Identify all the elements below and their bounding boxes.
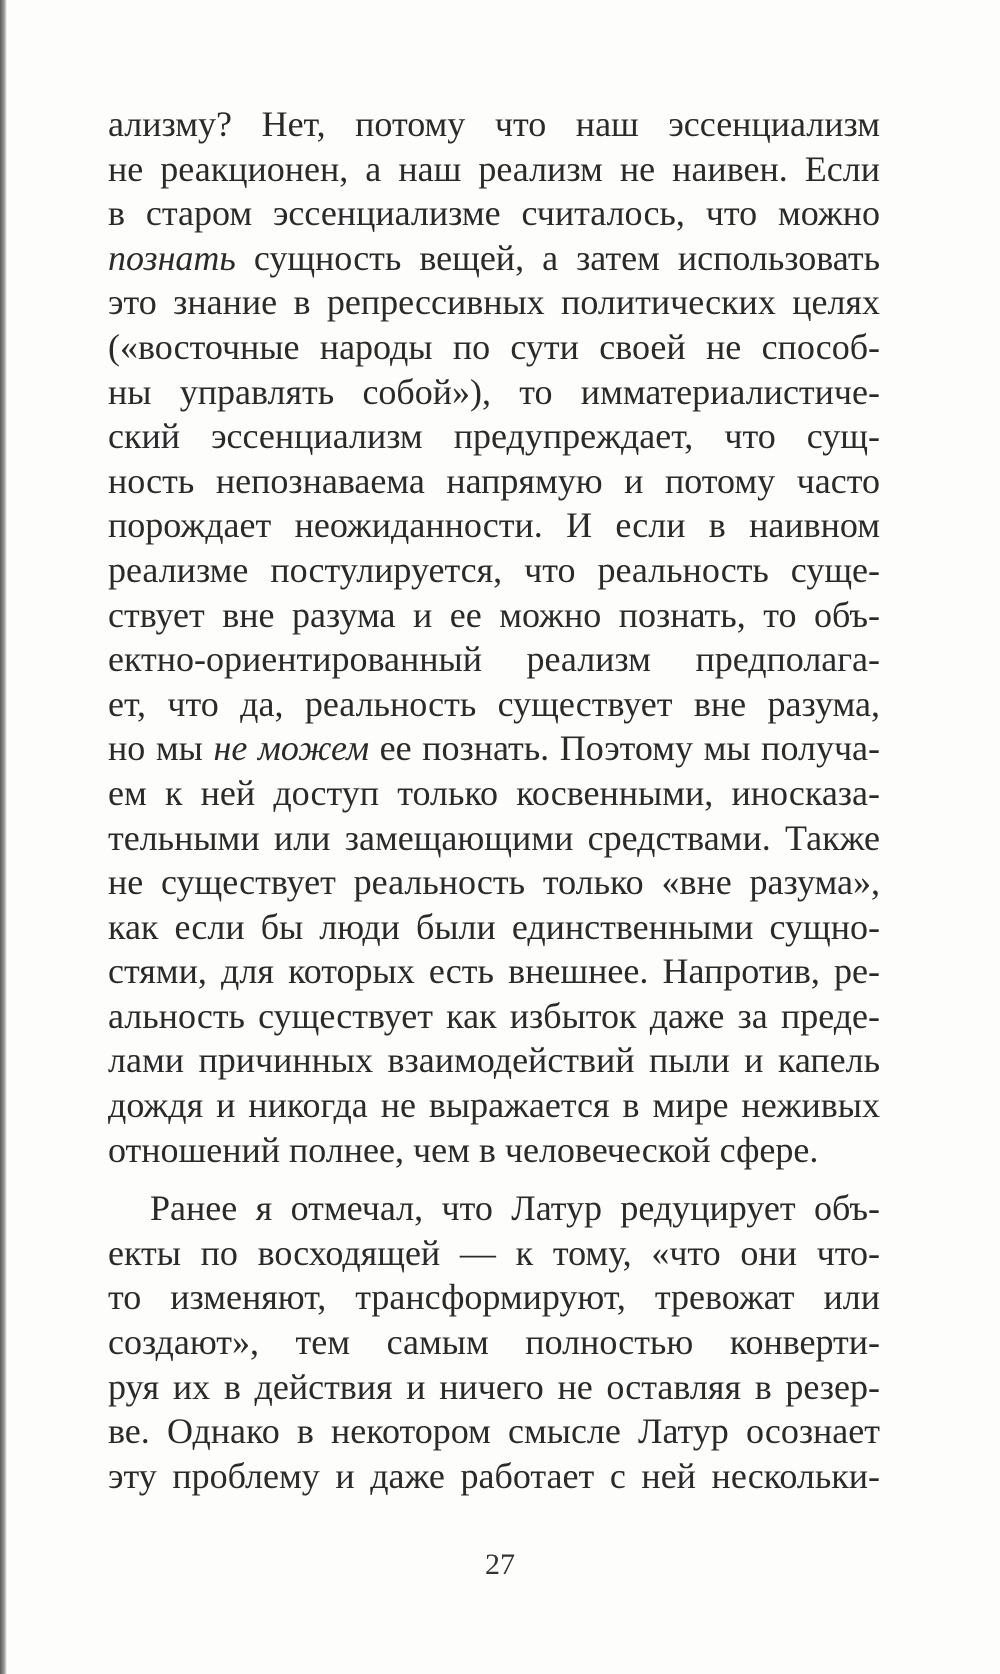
text-run: эту проблему и даже работает с ней нескольки-	[108, 1455, 880, 1496]
text-line	[108, 1186, 880, 1231]
text-line	[108, 1454, 880, 1499]
text-run: ет, что да, реальность существует вне разума,	[108, 683, 880, 724]
text-run: не реакционен, а наш реализм не наивен. Если	[108, 148, 880, 189]
text-line	[108, 1083, 880, 1128]
text-run: ализму? Нет, потому что наш эссенциализм	[108, 104, 880, 144]
text-line	[108, 816, 880, 861]
paragraph-2	[108, 1186, 880, 1498]
text-run: сущность вещей, а затем использовать	[235, 237, 880, 278]
text-line	[108, 1038, 880, 1083]
text-line	[108, 370, 880, 415]
text-line	[108, 949, 880, 994]
text-line	[108, 503, 880, 548]
text-line	[108, 1320, 880, 1365]
text-line	[108, 236, 880, 281]
text-line	[108, 682, 880, 727]
text-run: как если бы люди были единственными сущно-	[108, 906, 880, 947]
text-run: создают», тем самым полностью конверти-	[108, 1322, 880, 1363]
text-run: дождя и никогда не выражается в мире неживых	[108, 1085, 880, 1126]
text-run: ский эссенциализм предупреждает, что сущ-	[108, 416, 880, 457]
text-run: ве. Однако в некотором смысле Латур осознает	[108, 1411, 880, 1452]
text-line	[108, 771, 880, 816]
text-line	[108, 1365, 880, 1410]
text-run: альность существует как избыток даже за преде-	[108, 995, 880, 1036]
text-line	[108, 1231, 880, 1276]
text-line	[108, 191, 880, 236]
text-run: отношений полнее, чем в человеческой сфере.	[108, 1129, 819, 1170]
text-line	[108, 325, 880, 370]
text-line	[108, 147, 880, 192]
text-run: ем к ней доступ только косвенными, иносказа-	[108, 772, 880, 813]
text-run: ствует вне разума и ее можно познать, то объ-	[108, 594, 880, 635]
text-line	[108, 860, 880, 905]
text-line	[108, 548, 880, 593]
text-run: порождает неожиданности. И если в наивном	[108, 505, 880, 546]
text-line	[108, 414, 880, 459]
page-number: 27	[485, 1548, 515, 1581]
text-line	[108, 637, 880, 682]
text-line	[108, 593, 880, 638]
text-run: ектно-ориентированный реализм предполага-	[108, 639, 880, 680]
text-line	[108, 459, 880, 504]
text-run: но мы	[108, 728, 214, 769]
text-run: лами причинных взаимодействий пыли и капель	[108, 1040, 880, 1081]
paragraph-1	[108, 102, 880, 1172]
text-line	[108, 726, 880, 771]
text-run: Ранее я отмечал, что Латур редуцирует объ-	[150, 1188, 880, 1229]
text-line	[108, 1409, 880, 1454]
text-run: ны управлять собой»), то имматериалистиче-	[108, 371, 880, 412]
page-binding-edge	[0, 0, 7, 1674]
text-run: тельными или замещающими средствами. Также	[108, 817, 880, 858]
emphasized-text: не можем	[213, 728, 370, 769]
text-run: реализме постулируется, что реальность суще-	[108, 549, 880, 590]
text-run: это знание в репрессивных политических целях	[108, 282, 880, 323]
text-run: ее познать. Поэтому мы получа-	[369, 728, 881, 769]
text-line	[108, 280, 880, 325]
paragraph-gap	[108, 1172, 880, 1186]
text-run: ность непознаваема напрямую и потому часто	[108, 460, 880, 501]
text-line	[108, 994, 880, 1039]
body-text	[108, 102, 880, 1498]
text-run: стями, для которых есть внешнее. Напротив, ре-	[108, 951, 880, 992]
text-line	[108, 102, 880, 147]
text-run: руя их в действия и ничего не оставляя в резер-	[108, 1366, 880, 1407]
text-line	[108, 905, 880, 950]
text-line	[108, 1275, 880, 1320]
text-run: в старом эссенциализме считалось, что можно	[108, 193, 880, 234]
emphasized-text: познать	[108, 237, 236, 278]
text-line	[108, 1128, 880, 1173]
text-run: («восточные народы по сути своей не способ-	[108, 326, 880, 367]
text-run: екты по восходящей — к тому, «что они что-	[108, 1232, 880, 1273]
text-run: не существует реальность только «вне разума»,	[108, 862, 880, 903]
text-run: то изменяют, трансформируют, тревожат или	[108, 1277, 880, 1318]
